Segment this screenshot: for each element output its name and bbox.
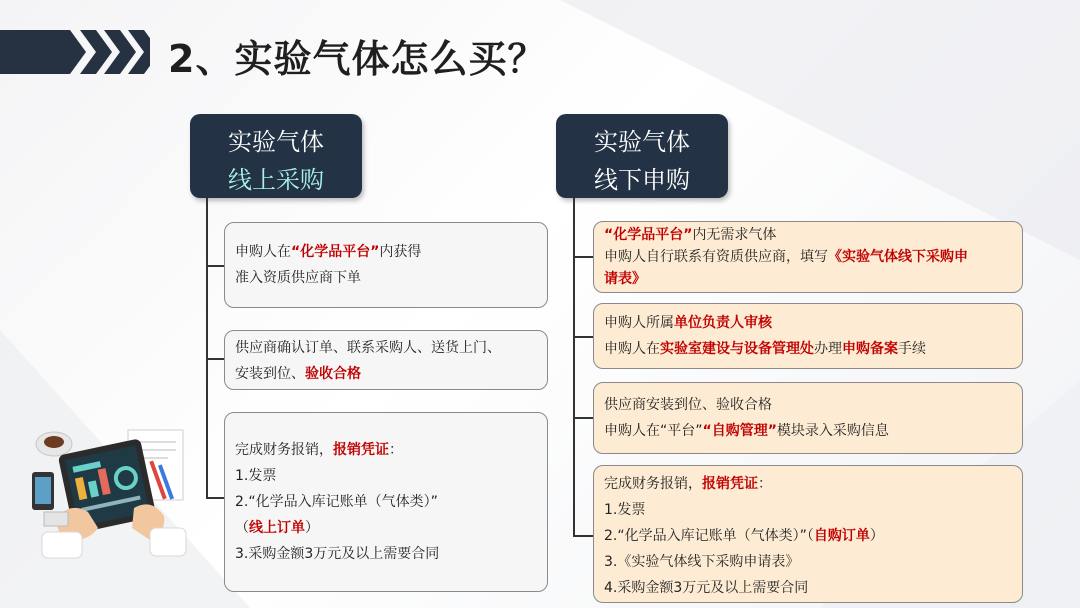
card-text: 准入资质供应商下单 <box>235 270 361 286</box>
card-text-line <box>235 239 537 265</box>
card-text-line <box>235 463 537 489</box>
card-text: 1.发票 <box>235 468 277 484</box>
online-purchase-header <box>190 114 362 198</box>
left-connector-branch <box>206 265 224 267</box>
card-text: 2.“化学品入库记账单（气体类）”（ <box>604 528 814 544</box>
card-text: 供应商确认订单、联系采购人、送货上门、 <box>235 340 501 356</box>
right-connector-branch <box>573 535 593 537</box>
card-text-line <box>235 489 537 515</box>
card-text-line <box>235 361 537 387</box>
right-connector-branch <box>573 256 593 258</box>
highlight-text: 申购备案 <box>842 341 898 357</box>
highlight-text: “化学品平台” <box>291 244 380 260</box>
card-text: （ <box>235 520 249 536</box>
card-text: 申购人在 <box>604 341 660 357</box>
card-text: 办理 <box>814 341 842 357</box>
card-text-line <box>235 515 537 541</box>
card-text-line <box>604 497 1012 523</box>
highlight-text: 验收合格 <box>305 366 361 382</box>
offline-step-card <box>593 465 1023 603</box>
card-text-line <box>604 549 1012 575</box>
card-text: 4.采购金额3万元及以上需要合同 <box>604 580 809 596</box>
tablet-hands-illustration <box>28 420 188 560</box>
right-connector-branch <box>573 336 593 338</box>
card-text: 申购人自行联系有资质供应商，填写 <box>604 249 828 265</box>
card-text: 安装到位、 <box>235 366 305 382</box>
card-text: 完成财务报销， <box>604 476 702 492</box>
page-title: 2、实验气体怎么买？ <box>168 37 547 81</box>
highlight-text: 《实验气体线下采购申 <box>828 249 968 265</box>
card-text: 3.采购金额3万元及以上需要合同 <box>235 546 440 562</box>
right-connector-branch <box>573 417 593 419</box>
card-text: ） <box>869 528 884 544</box>
card-text: 申购人所属 <box>604 315 674 331</box>
online-step-card <box>224 330 548 390</box>
card-text-line <box>604 336 1012 362</box>
card-text-line <box>235 437 537 463</box>
card-text: 完成财务报销， <box>235 442 333 458</box>
card-text-line <box>604 246 1012 268</box>
card-text-line <box>235 265 537 291</box>
card-text: 内获得 <box>379 244 422 260</box>
online-step-card <box>224 222 548 308</box>
card-text-line <box>604 471 1012 497</box>
card-text: 模块录入采购信息 <box>776 423 889 439</box>
offline-step-card <box>593 382 1023 454</box>
offline-purchase-header <box>556 114 728 198</box>
card-text: 1.发票 <box>604 502 646 518</box>
card-text: ： <box>758 476 772 492</box>
highlight-text: 报销凭证 <box>333 442 389 458</box>
highlight-text: 报销凭证 <box>702 476 758 492</box>
card-text-line <box>604 392 1012 418</box>
highlight-text: 自购订单 <box>813 528 870 544</box>
left-connector-branch <box>206 358 224 360</box>
online-step-card <box>224 412 548 592</box>
card-text: 申购人在 <box>235 244 291 260</box>
highlight-text: 线上订单 <box>249 520 305 536</box>
card-text-line <box>235 335 537 361</box>
header-line-1: 实验气体 <box>594 128 690 156</box>
chevron-arrows-icon <box>0 30 150 74</box>
card-text: 申购人在“平台” <box>604 423 703 439</box>
offline-step-card <box>593 303 1023 369</box>
card-text: 3.《实验气体线下采购申请表》 <box>604 554 800 570</box>
left-connector-trunk <box>206 198 208 498</box>
card-text: 内无需求气体 <box>692 227 777 243</box>
card-text-line <box>604 575 1012 601</box>
card-text: 2.“化学品入库记账单（气体类）” <box>235 494 438 510</box>
right-connector-trunk <box>573 198 575 536</box>
highlight-text: “自购管理” <box>702 423 777 439</box>
card-text-line <box>604 523 1012 549</box>
left-connector-branch <box>206 497 224 499</box>
header-line-1: 实验气体 <box>228 128 324 156</box>
card-text-line <box>604 224 1012 246</box>
highlight-text: 实验室建设与设备管理处 <box>660 341 814 357</box>
card-text-line <box>604 418 1012 444</box>
card-text: ） <box>305 520 319 536</box>
header-line-2: 线上采购 <box>228 166 324 194</box>
card-text-line <box>604 268 1012 290</box>
highlight-text: 单位负责人审核 <box>674 315 772 331</box>
highlight-text: 请表》 <box>604 271 646 287</box>
card-text-line <box>235 541 537 567</box>
card-text: 手续 <box>898 341 926 357</box>
offline-step-card <box>593 221 1023 293</box>
header-line-2: 线下申购 <box>594 166 690 194</box>
card-text-line <box>604 310 1012 336</box>
card-text: 供应商安装到位、验收合格 <box>604 397 772 413</box>
highlight-text: “化学品平台” <box>604 227 693 243</box>
card-text: ： <box>389 442 403 458</box>
